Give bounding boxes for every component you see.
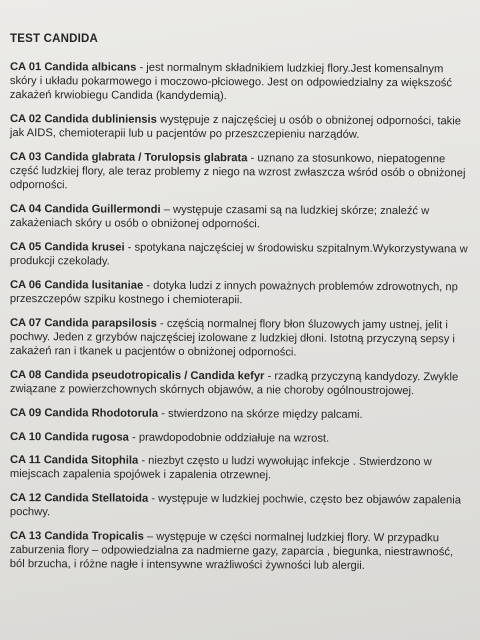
- entry-name: CA 13 Candida Tropicalis: [9, 530, 144, 543]
- entry-ca-05: [10, 240, 470, 271]
- entry-name: CA 01 Candida albicans: [9, 60, 137, 74]
- entry-text: - uznano za stosunkowo, niepatogenne część ludzkiej flory, ale teraz problemy z niego na wzrost zwłaszcza wśród osób o obniżonej odporności.: [9, 152, 466, 192]
- entry-text: występuje z najczęściej u osób o obniżonej odporności, takie jak AIDS, chemioterapii lub u pacjentów po przeszczepieniu narządów.: [9, 113, 462, 142]
- entry-text: - dotyka ludzi z innych poważnych problemów zdrowotnych, np przeszczepów szpiku kostnego i chemioterapii.: [9, 279, 458, 307]
- entry-name: CA 08 Candida pseudotropicalis / Candida kefyr: [9, 368, 265, 383]
- entry-text: – występuje w części normalnej ludzkiej flory. W przypadku zaburzenia flory – odpowiedzialna za nadmierne gazy, zaparcia , biegunka, niestrawność, ból brzucha, i różne nagłe i intensywne wrażliwości żywności lub alergii.: [9, 530, 454, 573]
- entry-ca-10: [10, 430, 470, 447]
- entry-text: - jest normalnym składnikiem ludzkiej flory.Jest komensalnym skóry i układu pokarmowego i moczowo-płciowego. Jest on odpowiedzialny za większość zakażeń krwiobiegu Candida (kandydemią).: [9, 61, 453, 103]
- entry-text: - stwierdzono na skórze między palcami.: [158, 407, 363, 421]
- entry-text: – występuje czasami są na ludzkiej skórze; znaleźć w zakażeniach skóry u osób o obniżonej odporności.: [9, 203, 430, 231]
- entry-text: - występuje w ludzkiej pochwie, często bez objawów zapalenia pochwy.: [9, 492, 462, 519]
- entry-ca-07: [10, 316, 470, 361]
- entry-ca-03: [10, 150, 470, 195]
- entry-name: CA 05 Candida krusei: [9, 241, 125, 254]
- entry-name: CA 03 Candida glabrata / Torulopsis glabrata: [9, 151, 248, 165]
- entry-name: CA 02 Candida dubliniensis: [9, 113, 157, 126]
- entry-ca-02: [10, 112, 470, 143]
- entry-text: - rzadką przyczyną kandydozy. Zwykle związane z powierzchownych skórnych objawów, a nie choroby ogólnoustrojowej.: [9, 370, 459, 398]
- entry-ca-01: [10, 60, 470, 105]
- entry-ca-13: [10, 529, 470, 574]
- entry-text: - prawdopodobnie oddziałuje na wzrost.: [128, 431, 330, 445]
- entry-ca-04: [10, 202, 470, 233]
- entry-name: CA 12 Candida Stellatoida: [9, 492, 149, 505]
- entry-ca-09: [10, 406, 470, 423]
- entry-name: CA 07 Candida parapsilosis: [9, 316, 157, 330]
- entry-ca-08: [10, 368, 470, 399]
- entry-ca-12: [10, 491, 470, 522]
- document-title: TEST CANDIDA: [10, 33, 99, 45]
- entry-name: CA 09 Candida Rhodotorula: [9, 406, 159, 420]
- entry-text: - spotykana najczęściej w środowisku szpitalnym.Wykorzystywana w produkcji czekolady.: [9, 241, 468, 268]
- entry-name: CA 04 Candida Guillermondi: [9, 203, 161, 216]
- entry-name: CA 06 Candida lusitaniae: [9, 278, 144, 292]
- entry-name: CA 11 Candida Sitophila: [9, 454, 139, 467]
- entry-ca-11: [10, 453, 470, 484]
- entry-name: CA 10 Candida rugosa: [9, 430, 129, 444]
- entry-text: - częścią normalnej flory błon śluzowych jamy ustnej, jelit i pochwy. Jeden z grzybów najczęściej izolowane z ludzkiej dłoni. Istotną przyczyną sepsy i zakażeń ran i tkanek u pacjentów o obniżonej odporności.: [9, 317, 455, 359]
- entry-text: - niezbyt często u ludzi wywołując infekcje . Stwierdzono w miejscach zapalenia spojówek i zapalenia otrzewnej.: [9, 454, 432, 482]
- entry-ca-06: [10, 278, 470, 309]
